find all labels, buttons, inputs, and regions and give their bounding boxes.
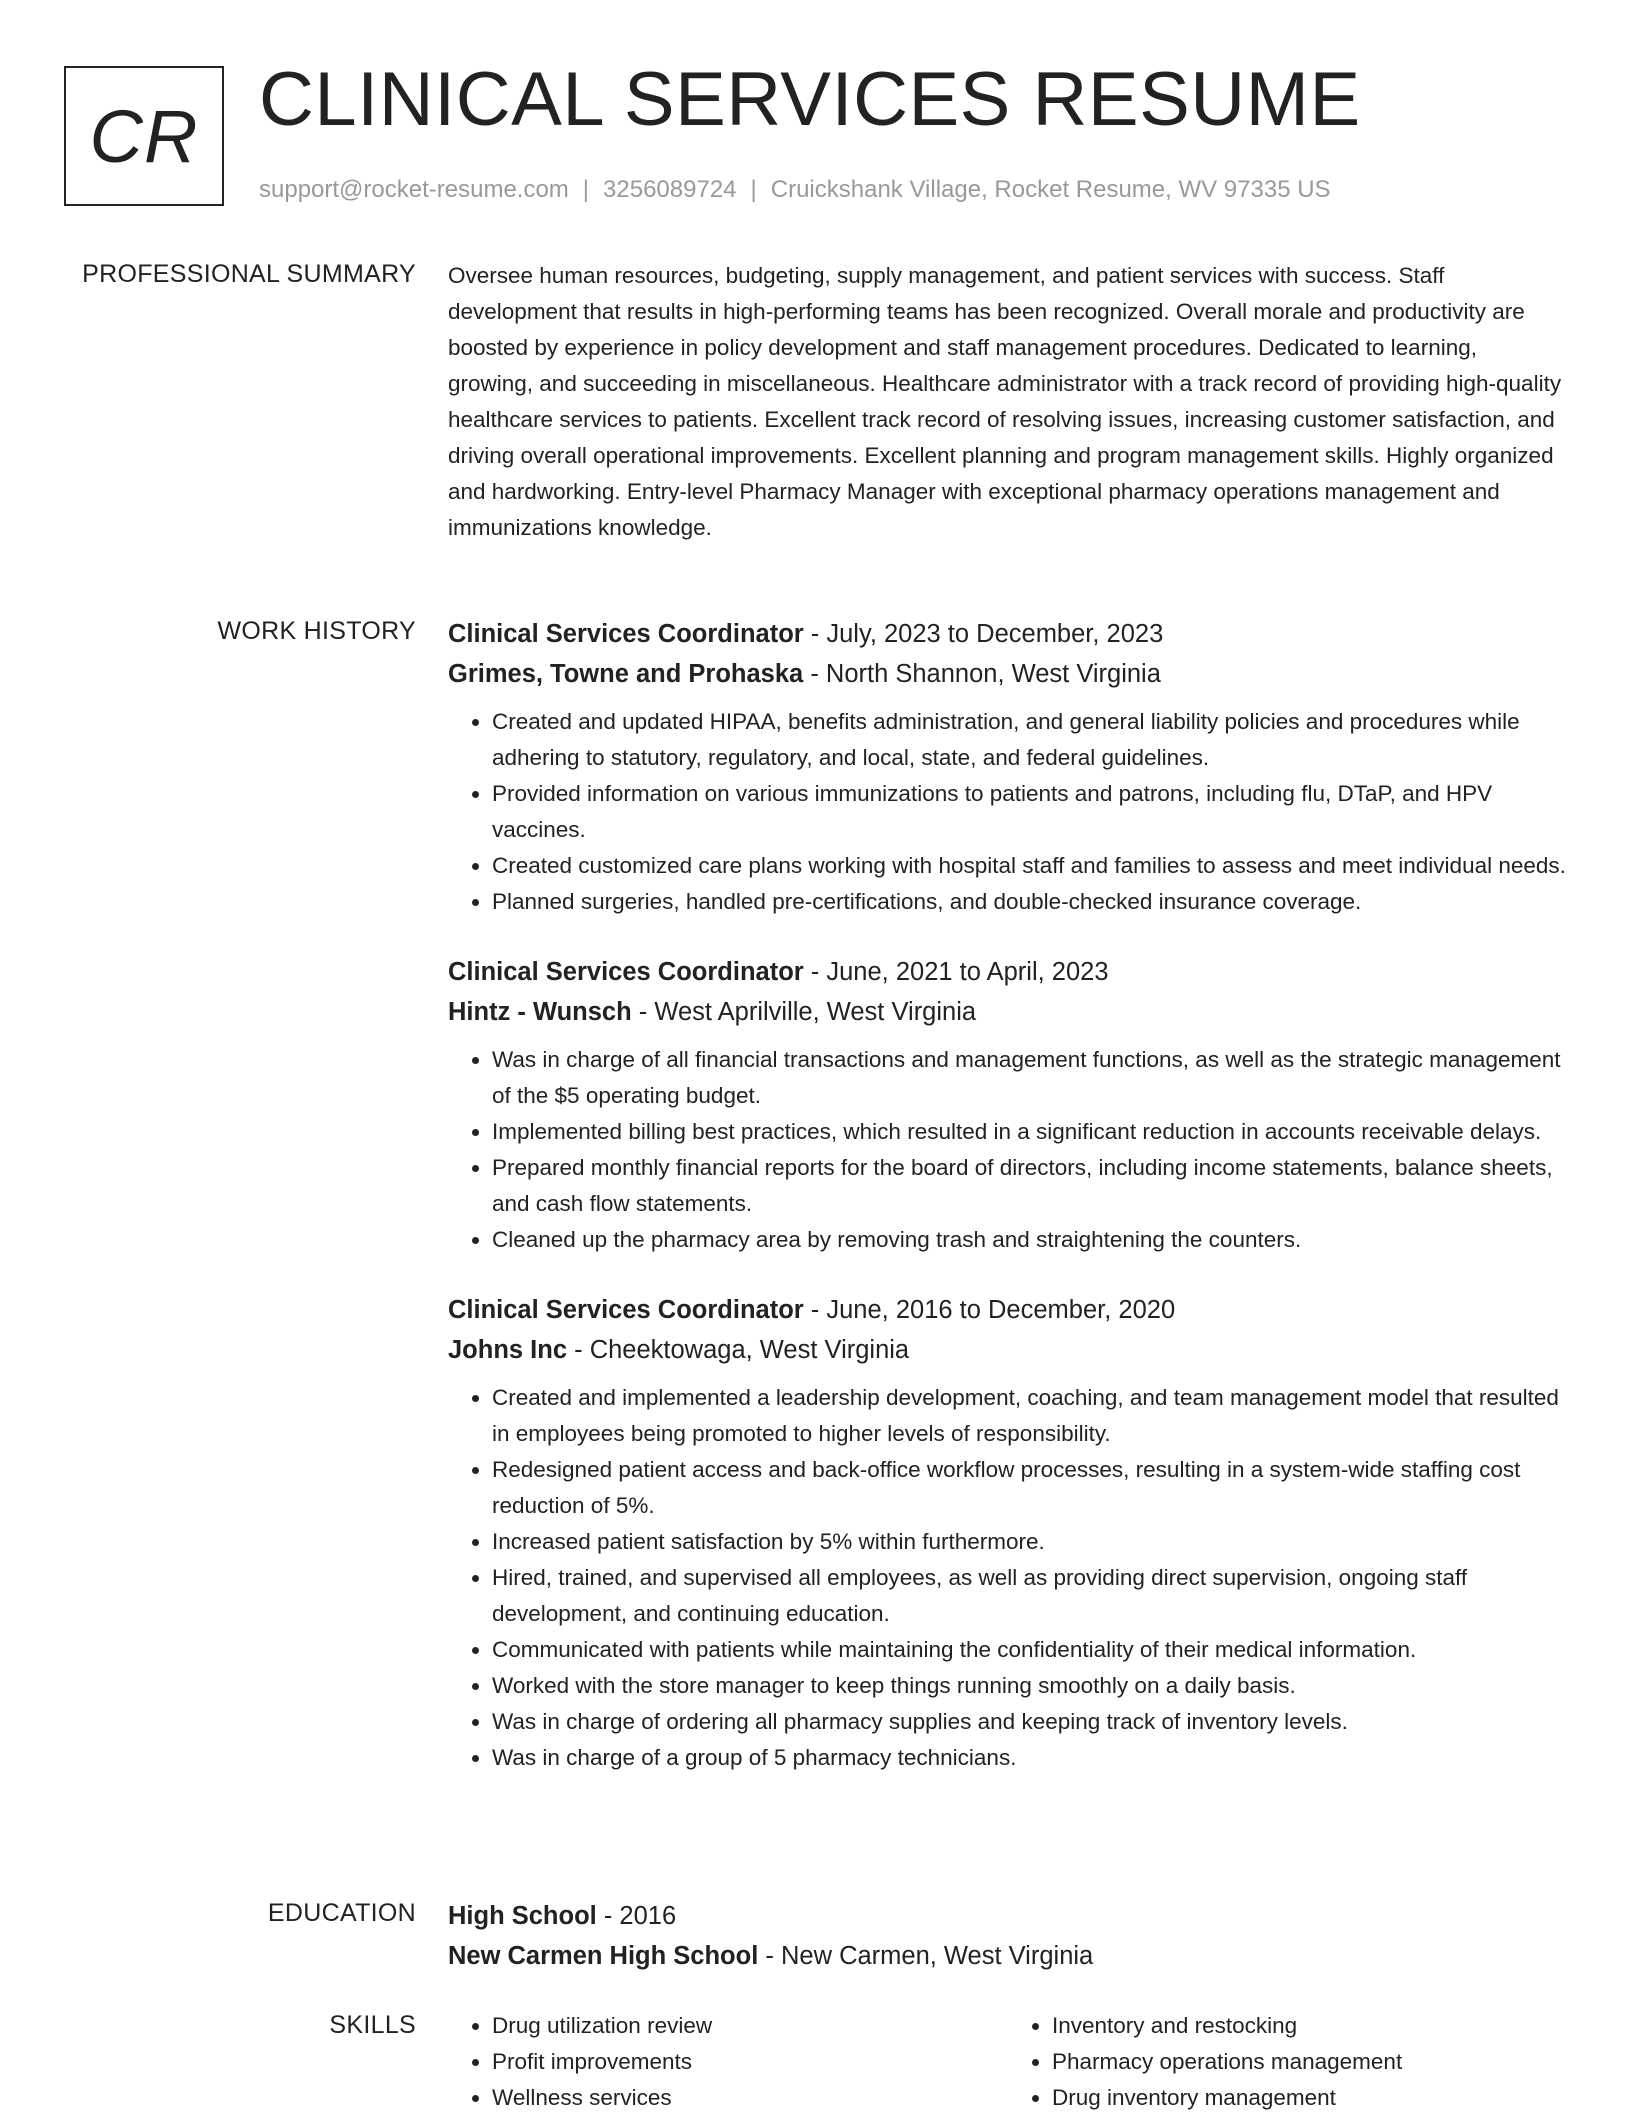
education-degree-line: High School - 2016	[448, 1902, 677, 1930]
job-bullet: • Worked with the store manager to keep things running smoothly on a daily basis.	[492, 1668, 1568, 1704]
section-label-work-history: WORK HISTORY	[217, 617, 416, 645]
section-label-summary: PROFESSIONAL SUMMARY	[82, 260, 416, 288]
contact-email: support@rocket-resume.com	[259, 176, 569, 203]
skill-item: • Inventory and restocking	[1052, 2008, 1568, 2044]
skills-body	[448, 2008, 1568, 2116]
job-location: North Shannon, West Virginia	[825, 660, 1161, 688]
skill-item: • Profit improvements	[492, 2044, 1008, 2080]
section-label-education: EDUCATION	[267, 1899, 416, 1927]
skill-item: • Wellness services	[492, 2080, 1008, 2116]
job-entry	[448, 1290, 1568, 1776]
job-company-line: Johns Inc - Cheektowaga, West Virginia	[448, 1336, 910, 1364]
job-dates: June, 2021 to April, 2023	[826, 958, 1109, 986]
education-degree: High School	[448, 1902, 597, 1930]
job-entry	[448, 614, 1568, 920]
job-bullet: • Hired, trained, and supervised all employees, as well as providing direct supervision, ongoing staff development, and continuing education.	[492, 1560, 1568, 1632]
job-company: Grimes, Towne and Prohaska	[448, 660, 804, 688]
job-bullet: • Was in charge of ordering all pharmacy supplies and keeping track of inventory levels.	[492, 1704, 1568, 1740]
skill-item: • Drug utilization review	[492, 2008, 1008, 2044]
monogram-initials: CR	[89, 94, 199, 178]
job-bullets	[448, 1042, 1568, 1258]
job-location: West Aprilville, West Virginia	[654, 998, 977, 1026]
job-bullet: • Increased patient satisfaction by 5% within furthermore.	[492, 1524, 1568, 1560]
job-dates: July, 2023 to December, 2023	[826, 620, 1164, 648]
job-bullet: • Communicated with patients while maintaining the confidentiality of their medical information.	[492, 1632, 1568, 1668]
summary-text: Oversee human resources, budgeting, supply management, and patient services with success. Staff development that results in high-performing teams has been recognized. Overall morale and productivity are boosted by experience in policy development and staff management procedures. Dedicated to learning, growing, and succeeding in miscellaneous. Healthcare administrator with a track record of providing high-quality healthcare services to patients. Excellent track record of resolving issues, increasing customer satisfaction, and driving overall operational improvements. Excellent planning and program management skills. Highly organized and hardworking. Entry-level Pharmacy Manager with exceptional pharmacy operations management and immunizations knowledge.	[448, 263, 1562, 540]
skills-column-right	[1008, 2008, 1568, 2116]
job-title: Clinical Services Coordinator	[448, 620, 804, 648]
job-bullet: • Created customized care plans working with hospital staff and families to assess and meet individual needs.	[492, 848, 1568, 884]
job-bullet: • Redesigned patient access and back-office workflow processes, resulting in a system-wide staffing cost reduction of 5%.	[492, 1452, 1568, 1524]
job-dates: June, 2016 to December, 2020	[826, 1296, 1176, 1324]
job-bullet: • Provided information on various immunizations to patients and patrons, including flu, DTaP, and HPV vaccines.	[492, 776, 1568, 848]
job-bullet: • Was in charge of all financial transactions and management functions, as well as the strategic management of the $5 operating budget.	[492, 1042, 1568, 1114]
monogram-logo	[64, 66, 224, 206]
contact-address: Cruickshank Village, Rocket Resume, WV 97335 US	[770, 176, 1331, 203]
job-bullet: • Implemented billing best practices, which resulted in a significant reduction in accounts receivable delays.	[492, 1114, 1568, 1150]
education-school: New Carmen High School	[448, 1942, 759, 1970]
job-bullet: • Created and updated HIPAA, benefits administration, and general liability policies and procedures while adhering to statutory, regulatory, and local, state, and federal guidelines.	[492, 704, 1568, 776]
job-company-line: Hintz - Wunsch - West Aprilville, West Virginia	[448, 998, 977, 1026]
job-company: Johns Inc	[448, 1336, 568, 1364]
job-entry	[448, 952, 1568, 1258]
job-company-line: Grimes, Towne and Prohaska - North Shannon, West Virginia	[448, 660, 1161, 688]
job-bullet: • Planned surgeries, handled pre-certifications, and double-checked insurance coverage.	[492, 884, 1568, 920]
contact-phone: 3256089724	[603, 176, 737, 203]
job-title: Clinical Services Coordinator	[448, 958, 804, 986]
job-title-line: Clinical Services Coordinator - June, 2016 to December, 2020	[448, 1296, 1176, 1324]
contact-separator: |	[582, 176, 590, 203]
summary-body	[448, 258, 1568, 546]
job-bullet: • Created and implemented a leadership development, coaching, and team management model that resulted in employees being promoted to higher levels of responsibility.	[492, 1380, 1568, 1452]
resume-title: CLINICAL SERVICES RESUME	[259, 57, 1361, 142]
section-label-skills: SKILLS	[329, 2011, 416, 2039]
job-title: Clinical Services Coordinator	[448, 1296, 804, 1324]
job-bullet: • Cleaned up the pharmacy area by removing trash and straightening the counters.	[492, 1222, 1568, 1258]
skill-item: • Pharmacy operations management	[1052, 2044, 1568, 2080]
skills-column-left	[448, 2008, 1008, 2116]
job-company: Hintz - Wunsch	[448, 998, 632, 1026]
work-history-body	[448, 614, 1568, 1808]
job-title-line: Clinical Services Coordinator - July, 2023 to December, 2023	[448, 620, 1164, 648]
contact-separator: |	[750, 176, 757, 203]
job-bullets	[448, 704, 1568, 920]
education-location: New Carmen, West Virginia	[780, 1942, 1094, 1970]
job-title-line: Clinical Services Coordinator - June, 2021 to April, 2023	[448, 958, 1109, 986]
job-bullet: • Was in charge of a group of 5 pharmacy technicians.	[492, 1740, 1568, 1776]
education-school-line: New Carmen High School - New Carmen, West Virginia	[448, 1942, 1094, 1970]
contact-line	[259, 176, 1331, 204]
job-bullets	[448, 1380, 1568, 1776]
job-location: Cheektowaga, West Virginia	[589, 1336, 910, 1364]
skill-item: • Drug inventory management	[1052, 2080, 1568, 2116]
education-year: 2016	[619, 1902, 677, 1930]
education-body	[448, 1896, 1568, 1976]
job-bullet: • Prepared monthly financial reports for the board of directors, including income statements, balance sheets, and cash flow statements.	[492, 1150, 1568, 1222]
